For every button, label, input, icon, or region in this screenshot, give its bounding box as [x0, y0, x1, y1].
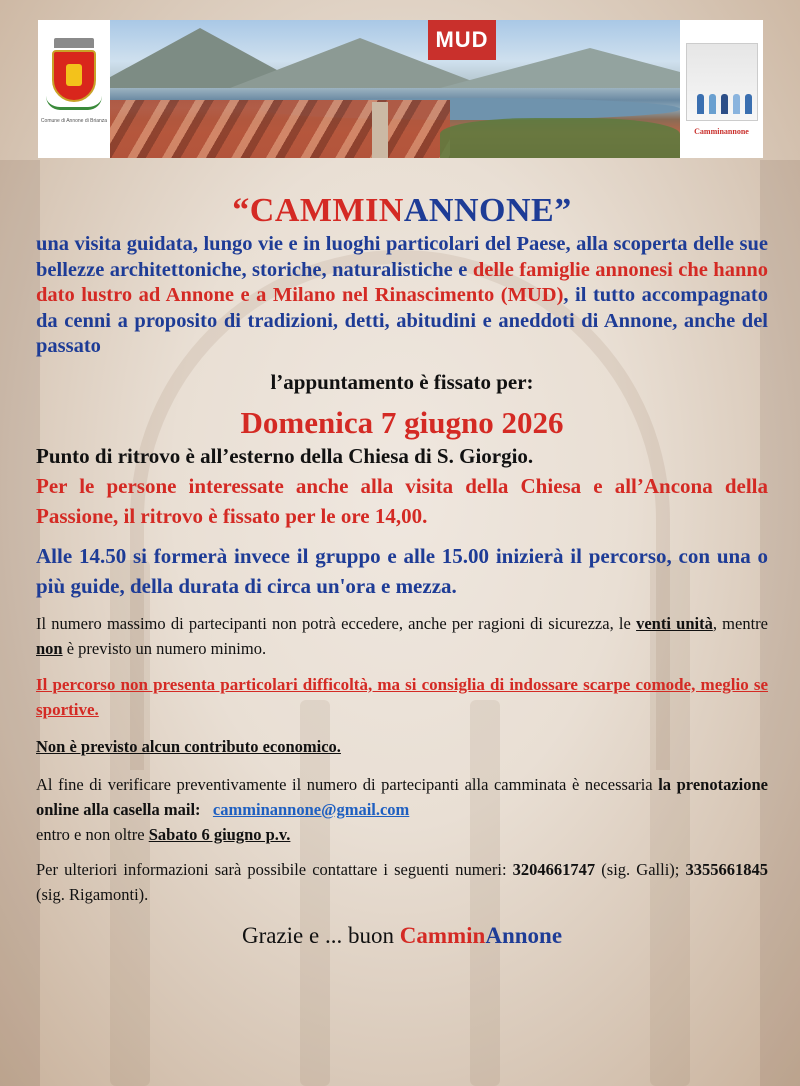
header-banner [38, 20, 763, 158]
contact-text-3: (sig. Rigamonti). [36, 884, 149, 904]
title-part-cammin: “CAMMIN [232, 192, 404, 229]
municipal-crest [38, 20, 110, 158]
appointment-label: l’appuntamento è fissato per: [270, 369, 534, 394]
event-date: Domenica 7 giugno 2026 [240, 404, 564, 440]
participants-text-1: Il numero massimo di partecipanti non potrà eccedere, anche per ragioni di sicurezza, le [36, 613, 637, 633]
contact-info [36, 857, 768, 907]
group-schedule: Alle 14.50 si formerà invece il gruppo e alle 15.00 inizierà il percorso, con una o più guide, della durata di circa un'ora e mezza. [36, 543, 768, 598]
intro-paragraph [36, 232, 768, 360]
email-link[interactable]: camminannone@gmail.com [212, 799, 410, 819]
contact-text-2: (sig. Galli); [595, 859, 686, 879]
closing-annone: Annone [485, 922, 563, 948]
church-visit-info: Per le persone interessate anche alla visita della Chiesa e all’Ancona della Passione, il ritrovo è fissato per le ore 14,00. [36, 473, 768, 528]
mud-badge: MUD [428, 20, 496, 60]
participants-text-3: è previsto un numero minimo. [62, 638, 267, 658]
bell-tower [372, 102, 388, 158]
phone-galli: 3204661747 [512, 859, 596, 879]
meeting-point: Punto di ritrovo è all’esterno della Chiesa di S. Giorgio. [36, 443, 534, 468]
participants-non: non [36, 638, 63, 658]
contact-text-1: Per ulteriori informazioni sarà possibile contattare i seguenti numeri: [36, 859, 513, 879]
intro-text-1: una visita guidata, lungo vie e in luoghi particolari del Paese, alla scoperta delle sue bellezze architettoniche, storiche, naturalistiche e [36, 233, 768, 281]
intro-text-highlight: delle famiglie annonesi che hanno dato lustro ad Annone e a Milano nel Rinascimento (MUD) [36, 258, 769, 306]
booking-text-1: Al fine di verificare preventivamente il numero di partecipanti alla camminata è necessaria [36, 774, 659, 794]
booking-info [36, 772, 768, 847]
route-advice: Il percorso non presenta particolari difficoltà, ma si consiglia di indossare scarpe comode, meglio se sportive. [36, 674, 768, 719]
closing-cammin: Cammin [399, 922, 486, 948]
booking-deadline: Sabato 6 giugno p.v. [148, 824, 291, 844]
panorama-photo [110, 20, 680, 158]
closing-text: Grazie e ... buon [241, 922, 400, 948]
crown-icon [54, 38, 94, 48]
participants-text-2: , mentre [712, 613, 768, 633]
closing-line [36, 921, 768, 951]
title-part-annone: ANNONE” [403, 192, 572, 229]
booking-text-2: entro e non oltre [36, 824, 149, 844]
no-fee-notice: Non è previsto alcun contributo economico. [36, 736, 341, 756]
logo-caption: Camminannone [694, 126, 749, 136]
crest-caption: Comune di Annone di Brianza [40, 118, 108, 124]
shield-icon [52, 50, 96, 102]
camminannone-logo [680, 20, 763, 158]
participants-max: venti unità [636, 613, 713, 633]
phone-rigamonti: 3355661845 [685, 859, 768, 879]
intro-text-3: , il tutto accompagnato da cenni a proposito di tradizioni, detti, abitudini e aneddoti di Annone, anche del passato [36, 284, 768, 357]
participants-limit [36, 611, 768, 661]
page-title [36, 190, 768, 232]
booking-text-bold: la prenotazione online alla casella mail: [36, 774, 768, 819]
walkers-icon [686, 43, 758, 121]
flyer-content [36, 190, 768, 951]
